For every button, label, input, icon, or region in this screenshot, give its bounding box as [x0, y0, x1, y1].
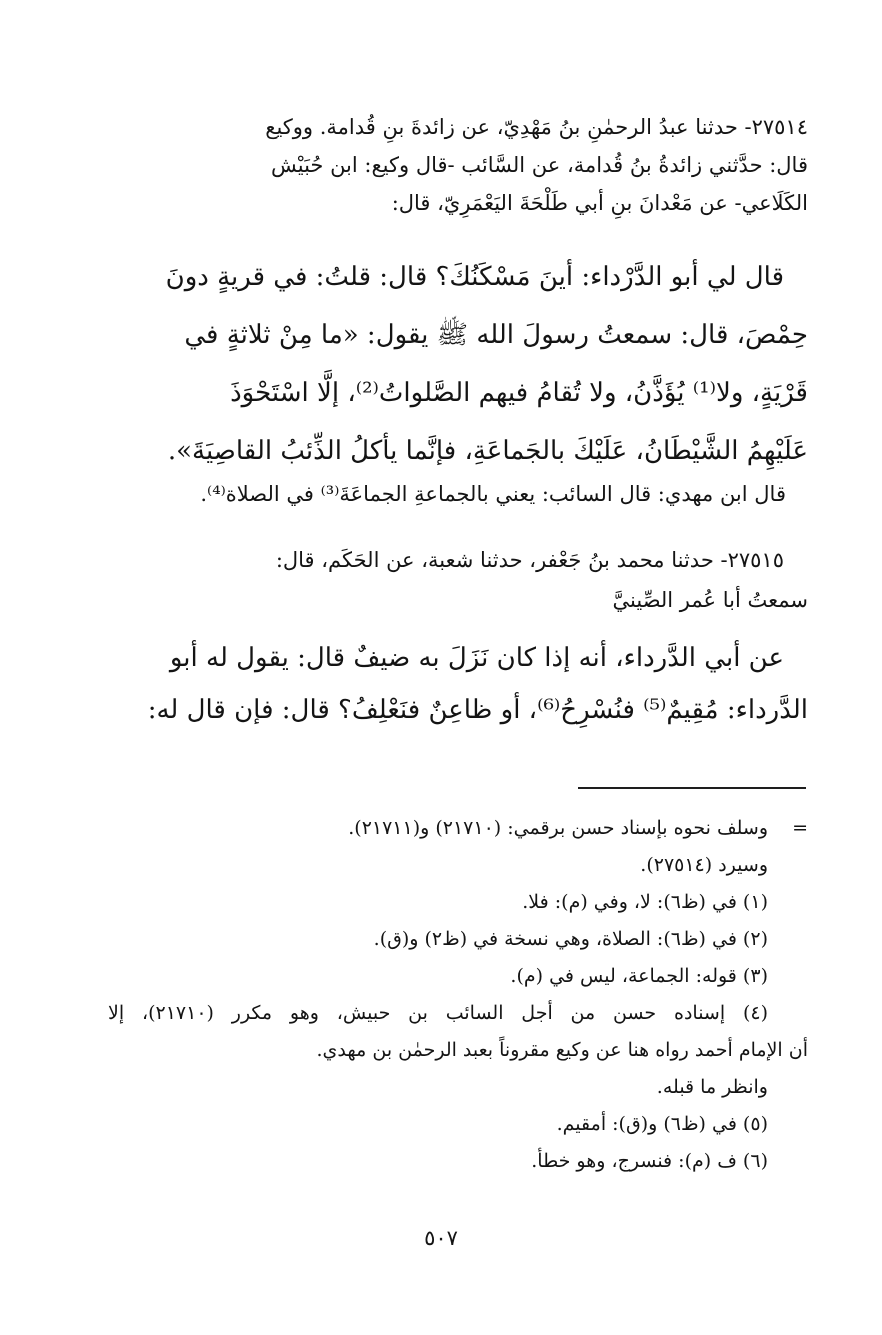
continuation-mark: =	[792, 817, 808, 839]
footnote-2: (٢) في (ظ٦): الصلاة، وهي نسخة في (ظ٢) و(ق).	[373, 928, 768, 950]
page-number: ٥٠٧	[424, 1226, 458, 1250]
hadith-27514-isnad	[108, 108, 808, 222]
footnote-5: (٥) في (ظ٦) و(ق): أمقيم.	[556, 1113, 768, 1135]
footnote-text: وسيرد (٢٧٥١٤).	[640, 854, 768, 876]
ibn-mahdi-note	[130, 474, 808, 514]
text-line: ٢٧٥١٤- حدثنا عبدُ الرحمٰنِ بنُ مَهْدِيّ، عن زائدةَ بنِ قُدامة. ووكيع	[265, 115, 808, 139]
text-line: ٢٧٥١٥- حدثنا محمد بنُ جَعْفر، حدثنا شعبة، عن الحَكَم، قال:	[275, 548, 784, 572]
text-line: الدَّرداء: مُقِيمٌ⁽⁵⁾ فنُسْرِحُ⁽⁶⁾، أو ظاعِنٌ فنَعْلِفُ؟ قال: فإن قال له:	[147, 695, 808, 725]
text-line: قال: حدَّثني زائدةُ بنُ قُدامة، عن السَّائب -قال وكيع: ابن حُبَيْش	[270, 153, 808, 177]
footnotes	[108, 810, 808, 1180]
text-line: عن أبي الدَّرداء، أنه إذا كان نَزَلَ به ضيفٌ قال: يقول له أبو	[169, 643, 784, 673]
footnote-4-cont: أن الإمام أحمد رواه هنا عن وكيع مقروناً بعبد الرحمٰن بن مهدي.	[316, 1039, 808, 1061]
text-line: حِمْصَ، قال: سمعتُ رسولَ الله ﷺ يقول: «ما مِنْ ثلاثةٍ في	[184, 320, 808, 350]
text-line: سمعتُ أبا عُمر الصِّينيَّ	[612, 588, 808, 612]
footnote-6: (٦) ف (م): فنسرج، وهو خطأ.	[531, 1150, 768, 1172]
hadith-27515-isnad	[108, 540, 808, 620]
text-line: الكَلَاعي- عن مَعْدانَ بنِ أبي طَلْحَةَ اليَعْمَرِيّ، قال:	[391, 191, 808, 215]
footnote-continuation	[108, 810, 808, 847]
footnote-4-cont: وانظر ما قبله.	[656, 1076, 768, 1098]
footnote-3: (٣) قوله: الجماعة، ليس في (م).	[510, 965, 768, 987]
footnote-text: وسلف نحوه بإسناد حسن برقمي: (٢١٧١٠) و(٢١٧١١).	[348, 817, 768, 839]
text-line: قَرْيَةٍ، ولا⁽¹⁾ يُؤَذَّنُ، ولا تُقامُ فيهم الصَّلواتُ⁽²⁾، إلَّا اسْتَحْوَذَ	[230, 378, 808, 408]
hadith-27514-matn	[104, 248, 808, 480]
footnote-1: (١) في (ظ٦): لا، وفي (م): فلا.	[522, 891, 768, 913]
hadith-27515-matn	[104, 632, 808, 736]
text-line: قال لي أبو الدَّرْداء: أينَ مَسْكَنُكَ؟ قال: قلتُ: في قريةٍ دونَ	[165, 262, 784, 292]
footnote-separator	[578, 787, 806, 789]
footnote-4: (٤) إسناده حسن من أجل السائب بن حبيش، وهو مكرر (٢١٧١٠)، إلا	[108, 1002, 769, 1024]
text-line: عَلَيْهِمُ الشَّيْطَانُ، عَلَيْكَ بالجَماعَةِ، فإنَّما يأكلُ الذِّئبُ القاصِيَةَ».	[167, 436, 808, 466]
text-line: قال ابن مهدي: قال السائب: يعني بالجماعةِ الجماعَةَ⁽³⁾ في الصلاة⁽⁴⁾.	[200, 482, 786, 506]
